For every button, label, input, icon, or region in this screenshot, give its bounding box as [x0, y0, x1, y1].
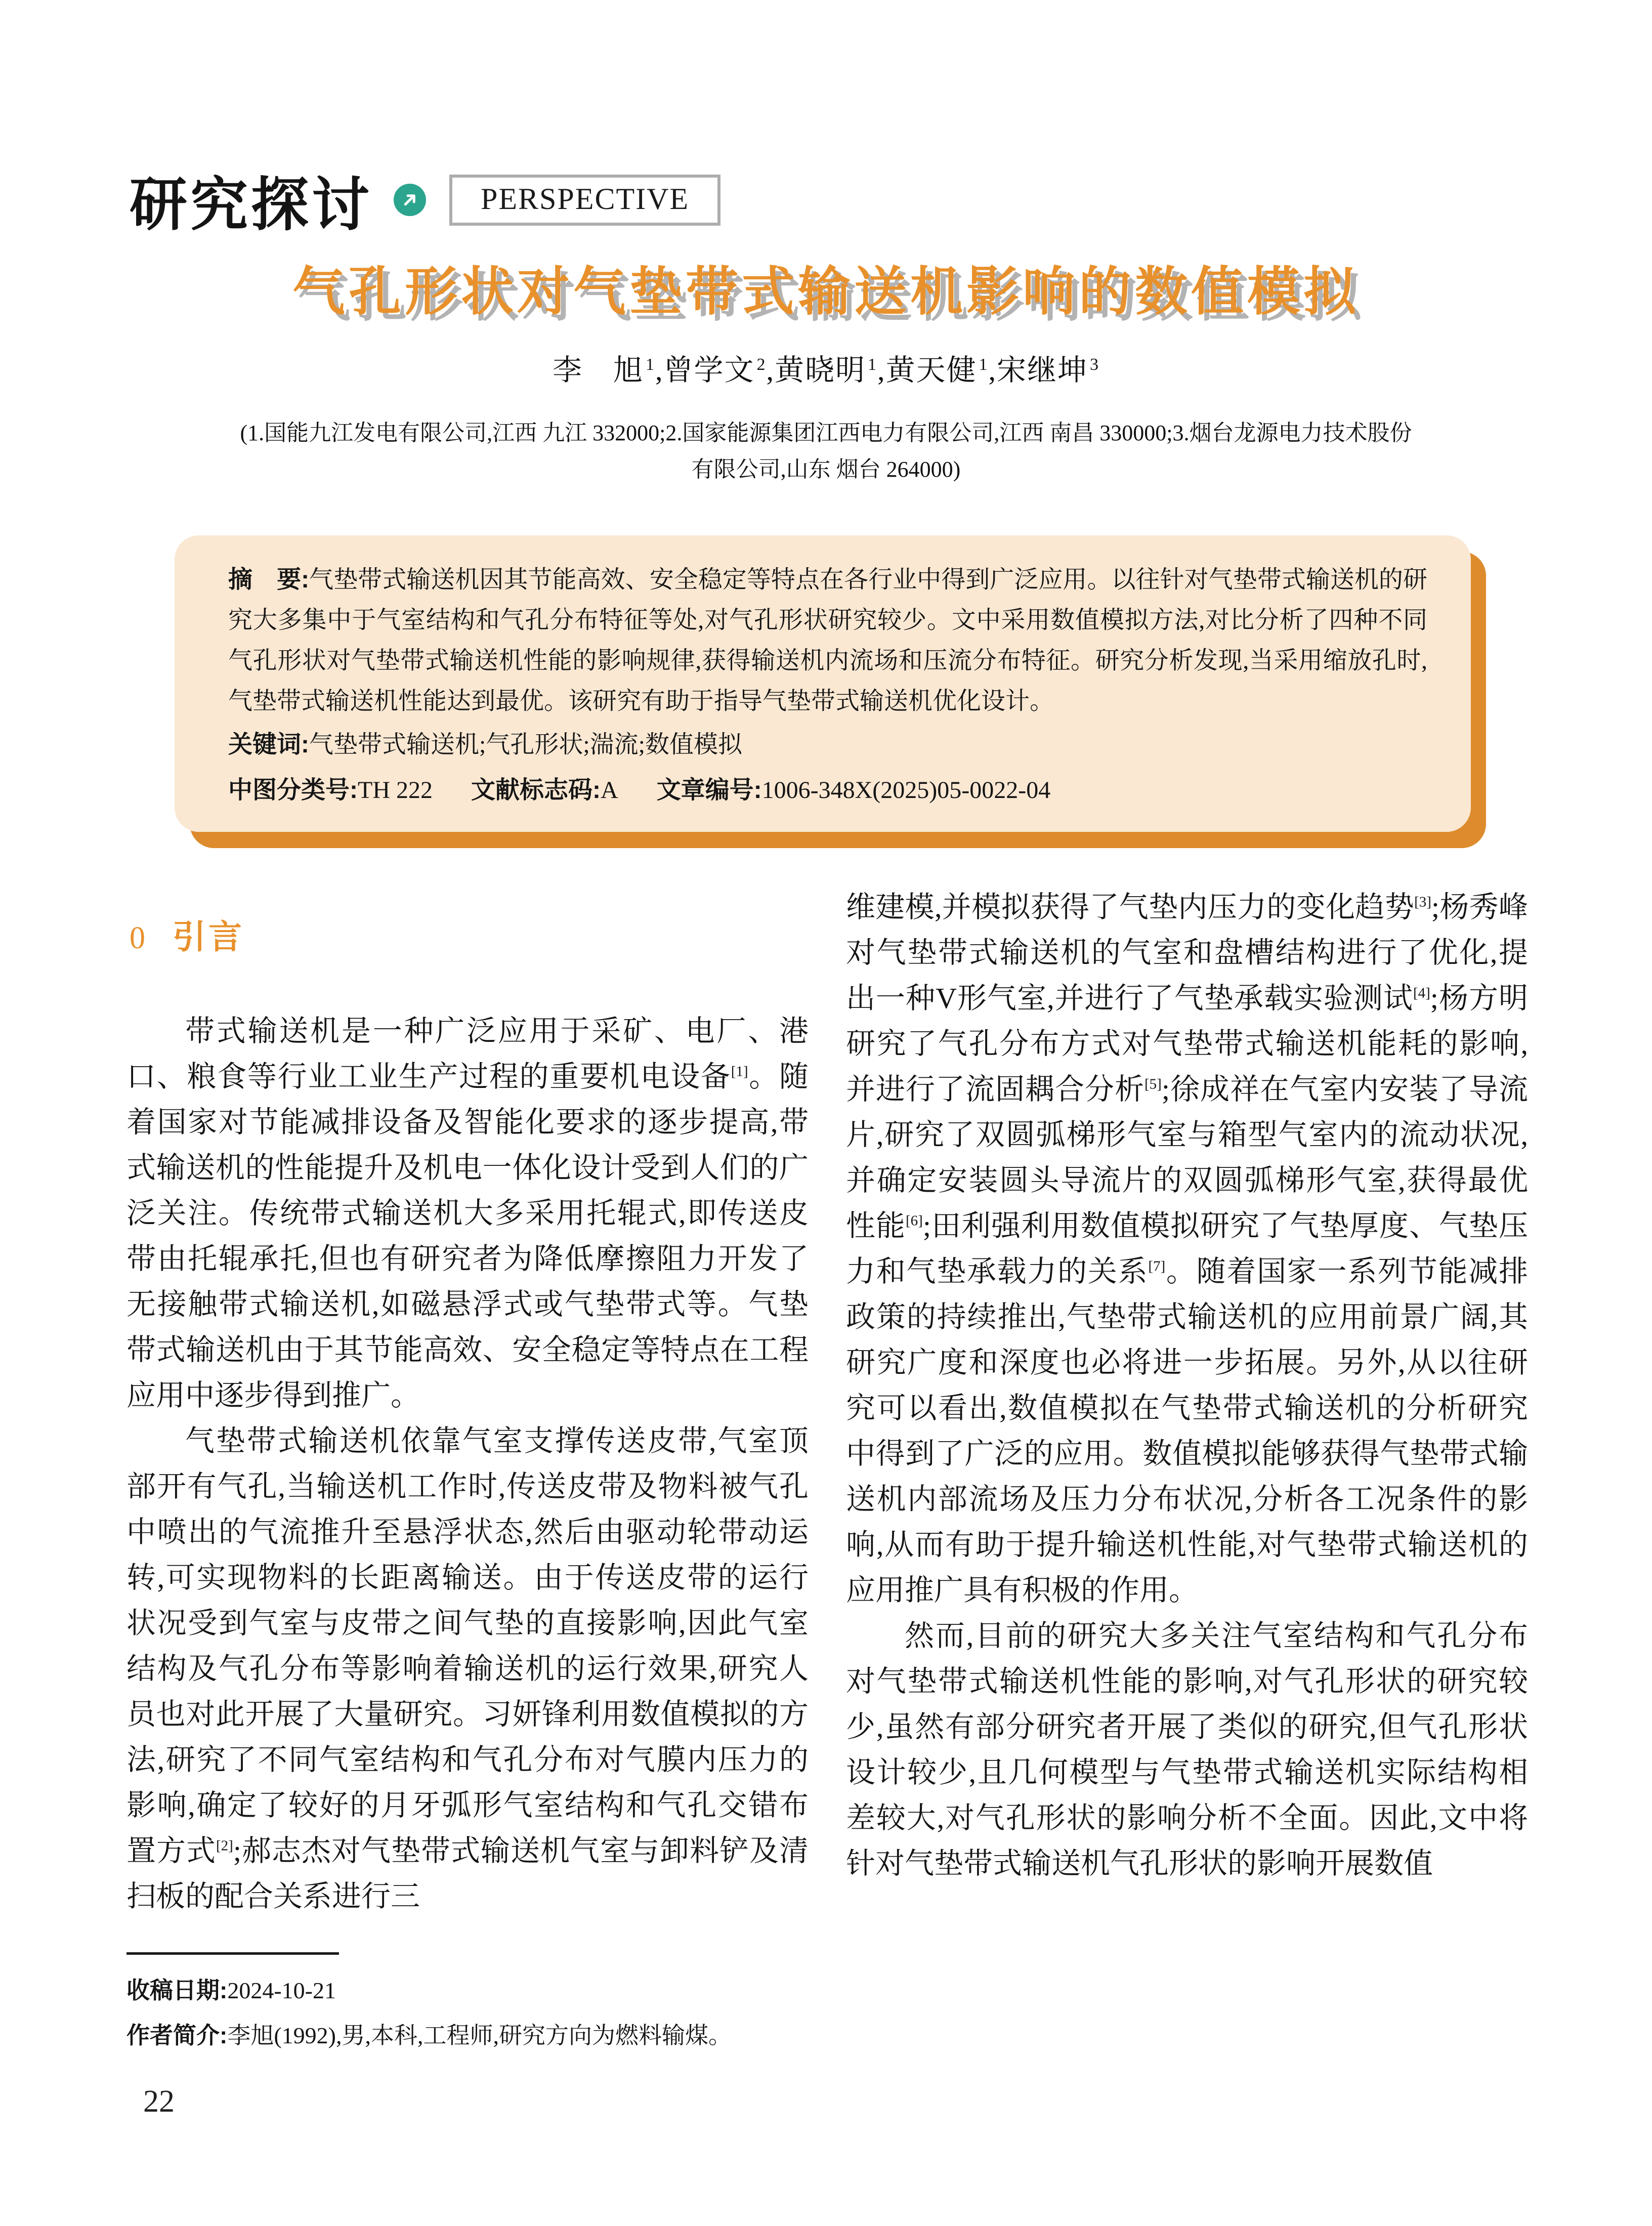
doc-code-label: 文献标志码:	[471, 777, 601, 804]
author-separator: ,	[655, 354, 664, 387]
body-paragraph: 带式输送机是一种广泛应用于采矿、电厂、港口、粮食等行业工业生产过程的重要机电设备[1]。随着国家对节能减排设备及智能化要求的逐步提高,带式输送机的性能提升及机电一体化设计受到人们的广泛关注。传统带式输送机大多采用托辊式,即传送皮带由托辊承托,但也有研究者为降低摩擦阻力开发了无接触带式输送机,如磁悬浮式或气垫带式等。气垫带式输送机由于其节能高效、安全稳定等特点在工程应用中逐步得到推广。	[126, 1015, 809, 1412]
affiliation-line: 有限公司,山东 烟台 264000)	[691, 457, 961, 482]
body-paragraph: 维建模,并模拟获得了气垫内压力的变化趋势[3];杨秀峰对气垫带式输送机的气室和盘槽结构进行了优化,提出一种V形气室,并进行了气垫承载实验测试[4];杨方明研究了气孔分布方式对气垫带式输送机能耗的影响,并进行了流固耦合分析[5];徐成祥在气室内安装了导流片,研究了双圆弧梯形气室与箱型气室内的流动状况,并确定安装圆头导流片的双圆弧梯形气室,获得最优性能[6];田利强利用数值模拟研究了气垫厚度、气垫压力和气垫承载力的关系[7]。随着国家一系列节能减排政策的持续推出,气垫带式输送机的应用前景广阔,其研究广度和深度也必将进一步拓展。另外,从以往研究可以看出,数值模拟在气垫带式输送机的分析研究中得到了广泛的应用。数值模拟能够获得气垫带式输送机内部流场及压力分布状况,分析各工况条件的影响,从而有助于提升输送机性能,对气垫带式输送机的应用推广具有积极的作用。	[846, 891, 1528, 1607]
doc-code-value: A	[600, 777, 618, 804]
clc-label: 中图分类号:	[228, 777, 358, 804]
author: 黄天健 $^1$	[885, 354, 989, 387]
author-separator: ,	[988, 354, 997, 387]
body-paragraph: 气垫带式输送机依靠气室支撑传送皮带,气室顶部开有气孔,当输送机工作时,传送皮带及物料被气孔中喷出的气流推升至悬浮状态,然后由驱动轮带动运转,可实现物料的长距离输送。由于传送皮带的运行状况受到气室与皮带之间气垫的直接影响,因此气室结构及气孔分布等影响着输送机的运行效果,研究人员也对此开展了大量研究。习妍锋利用数值模拟的方法,研究了不同气室结构和气孔分布对气膜内压力的影响,确定了较好的月牙弧形气室结构和气孔交错布置方式[2];郝志杰对气垫带式输送机气室与卸料铲及清扫板的配合关系进行三	[126, 1424, 809, 1913]
classification-line	[228, 770, 1427, 811]
author: 李 旭 $^1$	[552, 354, 655, 387]
arrow-up-right-icon	[394, 184, 426, 216]
author: 宋继坤 $^3$	[997, 354, 1100, 387]
article-id-value: 1006-348X(2025)05-0022-04	[761, 777, 1051, 804]
section-number: 0	[130, 921, 145, 955]
author-separator: ,	[766, 354, 775, 387]
author-bio-label: 作者简介:	[126, 2022, 228, 2048]
author: 黄晓明 $^1$	[774, 354, 877, 387]
footnote-rule	[126, 1952, 339, 1955]
received-date-line	[126, 1968, 845, 2013]
received-date-value: 2024-10-21	[227, 1978, 336, 2003]
clc-value: TH 222	[358, 777, 433, 804]
keywords-label: 关键词:	[228, 731, 309, 758]
keywords-line	[228, 725, 1427, 765]
footnote-block	[126, 1952, 845, 2058]
category-tag: PERSPECTIVE	[449, 175, 721, 226]
page-number: 22	[143, 2084, 175, 2119]
article-title: 气孔形状对气垫带式输送机影响的数值模拟	[292, 263, 1360, 321]
author-line	[0, 346, 1652, 389]
affiliation-line: (1.国能九江发电有限公司,江西 九江 332000;2.国家能源集团江西电力有限公司,江西 南昌 330000;3.烟台龙源电力技术股份	[240, 421, 1412, 445]
article-id-label: 文章编号:	[656, 777, 762, 804]
body-column-left	[126, 914, 809, 1919]
received-date-label: 收稿日期:	[126, 1977, 228, 2003]
author-separator: ,	[877, 354, 886, 387]
section-title: 引言	[173, 918, 244, 955]
author: 曾学文 $^2$	[663, 354, 767, 387]
column-section-label: 研究探讨	[130, 173, 373, 237]
author-bio-value: 李旭(1992),男,本科,工程师,研究方向为燃料输煤。	[227, 2023, 732, 2048]
keywords-text: 气垫带式输送机;气孔形状;湍流;数值模拟	[309, 731, 743, 758]
masthead	[130, 167, 721, 237]
body-column-right	[846, 885, 1528, 1886]
abstract-box	[175, 535, 1471, 832]
abstract-label: 摘 要:	[228, 566, 310, 593]
section-heading-introduction	[130, 914, 809, 961]
affiliations	[0, 415, 1652, 488]
abstract-paragraph	[228, 560, 1427, 722]
abstract-text: 气垫带式输送机因其节能高效、安全稳定等特点在各行业中得到广泛应用。以往针对气垫带式输送机的研究大多集中于气室结构和气孔分布特征等处,对气孔形状研究较少。文中采用数值模拟方法,对比分析了四种不同气孔形状对气垫带式输送机性能的影响规律,获得输送机内流场和压流分布特征。研究分析发现,当采用缩放孔时,气垫带式输送机性能达到最优。该研究有助于指导气垫带式输送机优化设计。	[228, 566, 1427, 715]
author-bio-line	[126, 2013, 845, 2058]
body-paragraph: 然而,目前的研究大多关注气室结构和气孔分布对气垫带式输送机性能的影响,对气孔形状的研究较少,虽然有部分研究者开展了类似的研究,但气孔形状设计较少,且几何模型与气垫带式输送机实际结构相差较大,对气孔形状的影响分析不全面。因此,文中将针对气垫带式输送机气孔形状的影响开展数值	[846, 1619, 1528, 1880]
